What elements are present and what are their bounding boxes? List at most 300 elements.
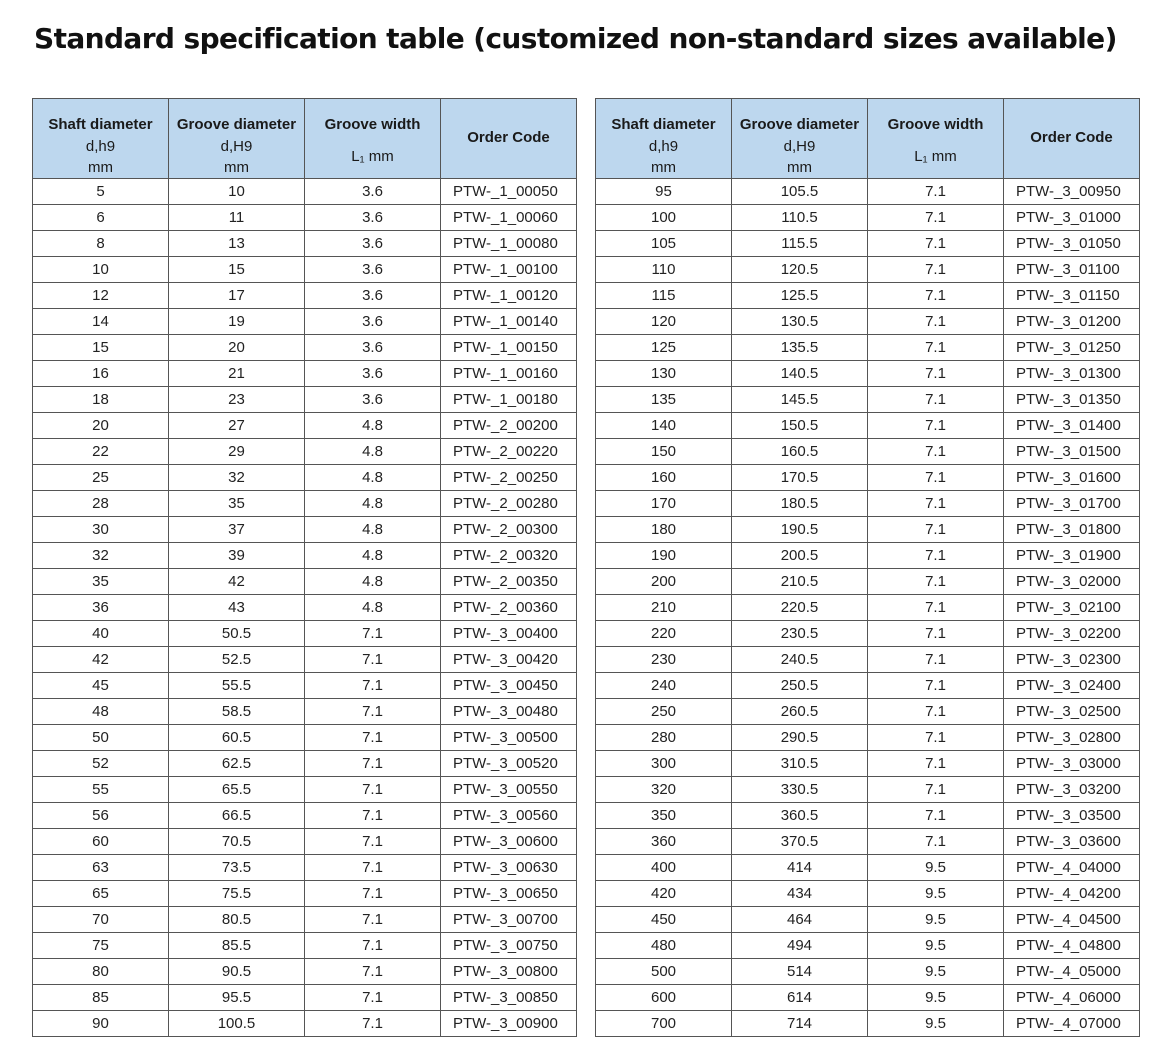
order-code-cell: PTW-_3_00650	[441, 881, 577, 907]
groove-diameter-cell: 115.5	[732, 231, 868, 257]
shaft-diameter-cell: 150	[596, 439, 732, 465]
groove-diameter-cell: 90.5	[169, 959, 305, 985]
order-code-cell: PTW-_2_00280	[441, 491, 577, 517]
groove-width-cell: 4.8	[305, 413, 441, 439]
groove-diameter-cell: 140.5	[732, 361, 868, 387]
order-code-cell: PTW-_3_03500	[1004, 803, 1140, 829]
order-code-cell: PTW-_1_00120	[441, 283, 577, 309]
groove-width-cell: 7.1	[868, 231, 1004, 257]
groove-diameter-cell: 95.5	[169, 985, 305, 1011]
groove-width-cell: 7.1	[868, 439, 1004, 465]
table-row	[596, 517, 1140, 543]
groove-diameter-cell: 714	[732, 1011, 868, 1037]
groove-width-cell: 7.1	[305, 673, 441, 699]
groove-width-cell: 9.5	[868, 855, 1004, 881]
order-code-cell: PTW-_3_00450	[441, 673, 577, 699]
groove-width-cell: 7.1	[868, 491, 1004, 517]
shaft-diameter-cell: 250	[596, 699, 732, 725]
table-row	[33, 699, 577, 725]
shaft-diameter-cell: 360	[596, 829, 732, 855]
table-row	[596, 881, 1140, 907]
table-row	[33, 179, 577, 205]
order-code-cell: PTW-_2_00320	[441, 543, 577, 569]
groove-diameter-cell: 85.5	[169, 933, 305, 959]
order-code-cell: PTW-_3_00420	[441, 647, 577, 673]
groove-diameter-cell: 125.5	[732, 283, 868, 309]
groove-diameter-header: Groove diameter	[732, 99, 868, 136]
groove-width-cell: 7.1	[868, 777, 1004, 803]
shaft-diameter-cell: 75	[33, 933, 169, 959]
order-code-cell: PTW-_3_00600	[441, 829, 577, 855]
order-code-cell: PTW-_3_02800	[1004, 725, 1140, 751]
groove-width-cell: 7.1	[868, 205, 1004, 231]
table-row	[33, 595, 577, 621]
groove-width-cell: 3.6	[305, 361, 441, 387]
groove-width-cell: 7.1	[305, 621, 441, 647]
table-row	[33, 309, 577, 335]
groove-diameter-cell: 160.5	[732, 439, 868, 465]
shaft-tolerance-label: d,h9	[85, 137, 116, 155]
shaft-diameter-cell: 240	[596, 673, 732, 699]
order-code-cell: PTW-_3_02000	[1004, 569, 1140, 595]
groove-diameter-cell: 27	[169, 413, 305, 439]
shaft-diameter-cell: 230	[596, 647, 732, 673]
shaft-diameter-cell: 28	[33, 491, 169, 517]
groove-width-cell: 7.1	[868, 595, 1004, 621]
groove-diameter-cell: 360.5	[732, 803, 868, 829]
table-row	[596, 725, 1140, 751]
table-row	[33, 985, 577, 1011]
table-row	[33, 569, 577, 595]
groove-width-cell: 7.1	[305, 881, 441, 907]
table-body	[33, 179, 577, 1037]
shaft-diameter-cell: 6	[33, 205, 169, 231]
shaft-diameter-cell: 500	[596, 959, 732, 985]
order-code-cell: PTW-_2_00300	[441, 517, 577, 543]
table-header	[33, 99, 577, 179]
groove-diameter-cell: 514	[732, 959, 868, 985]
order-code-cell: PTW-_3_02200	[1004, 621, 1140, 647]
groove-width-cell: 7.1	[868, 283, 1004, 309]
groove-diameter-cell: 100.5	[169, 1011, 305, 1037]
table-row	[33, 231, 577, 257]
groove-width-header: Groove width	[868, 99, 1004, 136]
order-code-cell: PTW-_3_01700	[1004, 491, 1140, 517]
spec-table-left	[32, 98, 577, 1037]
groove-diameter-cell: 260.5	[732, 699, 868, 725]
groove-width-cell: 7.1	[305, 751, 441, 777]
table-row	[33, 205, 577, 231]
table-row	[596, 751, 1140, 777]
groove-diameter-cell: 494	[732, 933, 868, 959]
table-row	[596, 829, 1140, 855]
order-code-cell: PTW-_3_00900	[441, 1011, 577, 1037]
groove-diameter-cell: 15	[169, 257, 305, 283]
shaft-diameter-header: Shaft diameter	[596, 99, 732, 136]
order-code-cell: PTW-_2_00360	[441, 595, 577, 621]
order-code-cell: PTW-_3_02100	[1004, 595, 1140, 621]
order-code-cell: PTW-_1_00180	[441, 387, 577, 413]
groove-diameter-cell: 130.5	[732, 309, 868, 335]
order-code-cell: PTW-_4_07000	[1004, 1011, 1140, 1037]
table-row	[596, 205, 1140, 231]
shaft-diameter-cell: 170	[596, 491, 732, 517]
groove-width-cell: 7.1	[868, 387, 1004, 413]
shaft-diameter-header: Shaft diameter	[33, 99, 169, 136]
order-code-cell: PTW-_3_01150	[1004, 283, 1140, 309]
table-row	[596, 361, 1140, 387]
table-row	[33, 517, 577, 543]
shaft-unit-label: mm	[88, 158, 113, 176]
groove-diameter-cell: 11	[169, 205, 305, 231]
spec-table-right	[595, 98, 1140, 1037]
groove-diameter-cell: 464	[732, 907, 868, 933]
order-code-cell: PTW-_3_01100	[1004, 257, 1140, 283]
groove-width-cell: 7.1	[305, 1011, 441, 1037]
groove-diameter-cell: 42	[169, 569, 305, 595]
order-code-cell: PTW-_3_00950	[1004, 179, 1140, 205]
groove-width-unit: L₁ mm	[305, 135, 441, 179]
order-code-cell: PTW-_3_00560	[441, 803, 577, 829]
shaft-diameter-cell: 56	[33, 803, 169, 829]
groove-width-cell: 3.6	[305, 205, 441, 231]
shaft-diameter-cell: 42	[33, 647, 169, 673]
groove-unit-label: mm	[224, 158, 249, 176]
groove-width-cell: 7.1	[868, 751, 1004, 777]
table-row	[596, 959, 1140, 985]
table-header	[596, 99, 1140, 179]
groove-diameter-cell: 58.5	[169, 699, 305, 725]
groove-diameter-cell: 220.5	[732, 595, 868, 621]
groove-width-unit: L₁ mm	[868, 135, 1004, 179]
shaft-diameter-cell: 48	[33, 699, 169, 725]
groove-diameter-cell: 80.5	[169, 907, 305, 933]
order-code-cell: PTW-_1_00150	[441, 335, 577, 361]
groove-diameter-cell: 66.5	[169, 803, 305, 829]
order-code-cell: PTW-_2_00220	[441, 439, 577, 465]
shaft-diameter-cell: 45	[33, 673, 169, 699]
groove-width-cell: 9.5	[868, 907, 1004, 933]
shaft-diameter-cell: 220	[596, 621, 732, 647]
order-code-cell: PTW-_4_04500	[1004, 907, 1140, 933]
table-row	[33, 959, 577, 985]
groove-width-cell: 7.1	[305, 699, 441, 725]
table-row	[33, 439, 577, 465]
groove-width-cell: 7.1	[305, 959, 441, 985]
groove-width-cell: 3.6	[305, 335, 441, 361]
groove-diameter-cell: 120.5	[732, 257, 868, 283]
order-code-cell: PTW-_1_00060	[441, 205, 577, 231]
groove-diameter-cell: 310.5	[732, 751, 868, 777]
groove-diameter-cell: 70.5	[169, 829, 305, 855]
table-row	[596, 777, 1140, 803]
groove-diameter-cell: 62.5	[169, 751, 305, 777]
order-code-cell: PTW-_3_00700	[441, 907, 577, 933]
shaft-diameter-cell: 140	[596, 413, 732, 439]
groove-width-cell: 4.8	[305, 491, 441, 517]
groove-diameter-cell: 330.5	[732, 777, 868, 803]
table-row	[596, 621, 1140, 647]
table-row	[596, 387, 1140, 413]
shaft-diameter-cell: 52	[33, 751, 169, 777]
shaft-diameter-cell: 280	[596, 725, 732, 751]
groove-width-cell: 7.1	[305, 829, 441, 855]
order-code-cell: PTW-_1_00140	[441, 309, 577, 335]
groove-width-cell: 7.1	[305, 907, 441, 933]
shaft-diameter-cell: 22	[33, 439, 169, 465]
order-code-cell: PTW-_2_00200	[441, 413, 577, 439]
table-row	[596, 283, 1140, 309]
groove-width-cell: 7.1	[305, 933, 441, 959]
groove-width-cell: 7.1	[305, 803, 441, 829]
groove-diameter-cell: 614	[732, 985, 868, 1011]
order-code-cell: PTW-_1_00100	[441, 257, 577, 283]
groove-diameter-cell: 21	[169, 361, 305, 387]
shaft-diameter-cell: 10	[33, 257, 169, 283]
groove-diameter-cell: 39	[169, 543, 305, 569]
groove-diameter-cell: 73.5	[169, 855, 305, 881]
groove-diameter-cell: 19	[169, 309, 305, 335]
table-row	[33, 335, 577, 361]
table-row	[596, 1011, 1140, 1037]
groove-width-cell: 7.1	[868, 803, 1004, 829]
groove-diameter-cell: 145.5	[732, 387, 868, 413]
order-code-cell: PTW-_3_01300	[1004, 361, 1140, 387]
shaft-diameter-cell: 600	[596, 985, 732, 1011]
order-code-cell: PTW-_3_03600	[1004, 829, 1140, 855]
table-row	[596, 907, 1140, 933]
groove-diameter-cell: 250.5	[732, 673, 868, 699]
shaft-diameter-cell: 400	[596, 855, 732, 881]
table-row	[33, 725, 577, 751]
table-row	[33, 647, 577, 673]
groove-width-cell: 7.1	[868, 309, 1004, 335]
groove-width-cell: 3.6	[305, 387, 441, 413]
shaft-diameter-cell: 30	[33, 517, 169, 543]
shaft-diameter-cell: 60	[33, 829, 169, 855]
shaft-diameter-cell: 35	[33, 569, 169, 595]
order-code-cell: PTW-_3_00850	[441, 985, 577, 1011]
groove-diameter-cell: 23	[169, 387, 305, 413]
order-code-cell: PTW-_3_01000	[1004, 205, 1140, 231]
groove-diameter-cell: 290.5	[732, 725, 868, 751]
shaft-diameter-cell: 65	[33, 881, 169, 907]
groove-width-cell: 9.5	[868, 933, 1004, 959]
groove-diameter-cell: 180.5	[732, 491, 868, 517]
table-row	[33, 907, 577, 933]
shaft-diameter-cell: 115	[596, 283, 732, 309]
groove-diameter-cell: 10	[169, 179, 305, 205]
table-row	[596, 465, 1140, 491]
order-code-header: Order Code	[441, 99, 577, 179]
shaft-diameter-cell: 15	[33, 335, 169, 361]
table-row	[33, 881, 577, 907]
groove-diameter-cell: 60.5	[169, 725, 305, 751]
shaft-diameter-cell: 130	[596, 361, 732, 387]
order-code-cell: PTW-_3_03000	[1004, 751, 1140, 777]
shaft-diameter-cell: 16	[33, 361, 169, 387]
groove-width-cell: 7.1	[868, 725, 1004, 751]
order-code-cell: PTW-_3_00550	[441, 777, 577, 803]
groove-width-cell: 7.1	[868, 257, 1004, 283]
order-code-cell: PTW-_1_00080	[441, 231, 577, 257]
groove-width-cell: 7.1	[868, 569, 1004, 595]
groove-width-cell: 3.6	[305, 283, 441, 309]
table-row	[596, 569, 1140, 595]
shaft-diameter-cell: 100	[596, 205, 732, 231]
groove-diameter-cell: 150.5	[732, 413, 868, 439]
groove-width-cell: 4.8	[305, 543, 441, 569]
groove-width-cell: 7.1	[305, 725, 441, 751]
order-code-cell: PTW-_4_05000	[1004, 959, 1140, 985]
table-row	[596, 335, 1140, 361]
groove-width-cell: 7.1	[305, 985, 441, 1011]
groove-diameter-cell: 32	[169, 465, 305, 491]
table-row	[33, 803, 577, 829]
shaft-diameter-cell: 190	[596, 543, 732, 569]
groove-diameter-cell: 52.5	[169, 647, 305, 673]
order-code-cell: PTW-_3_01250	[1004, 335, 1140, 361]
shaft-diameter-cell: 450	[596, 907, 732, 933]
groove-width-cell: 3.6	[305, 231, 441, 257]
groove-diameter-cell: 414	[732, 855, 868, 881]
shaft-diameter-cell: 95	[596, 179, 732, 205]
table-row	[596, 413, 1140, 439]
shaft-diameter-cell: 300	[596, 751, 732, 777]
groove-diameter-cell: 43	[169, 595, 305, 621]
order-code-cell: PTW-_3_01350	[1004, 387, 1140, 413]
shaft-tolerance-label: d,h9	[648, 137, 679, 155]
groove-width-cell: 9.5	[868, 959, 1004, 985]
table-row	[33, 673, 577, 699]
shaft-diameter-cell: 18	[33, 387, 169, 413]
order-code-cell: PTW-_3_02500	[1004, 699, 1140, 725]
order-code-cell: PTW-_3_02300	[1004, 647, 1140, 673]
groove-width-cell: 7.1	[868, 335, 1004, 361]
order-code-cell: PTW-_3_01050	[1004, 231, 1140, 257]
groove-diameter-cell: 13	[169, 231, 305, 257]
table-row	[33, 543, 577, 569]
order-code-cell: PTW-_4_06000	[1004, 985, 1140, 1011]
shaft-diameter-cell: 120	[596, 309, 732, 335]
order-code-cell: PTW-_3_01400	[1004, 413, 1140, 439]
groove-diameter-cell: 50.5	[169, 621, 305, 647]
order-code-cell: PTW-_3_00800	[441, 959, 577, 985]
table-row	[596, 257, 1140, 283]
groove-width-cell: 3.6	[305, 179, 441, 205]
groove-tolerance-label: d,H9	[783, 137, 816, 155]
table-row	[596, 595, 1140, 621]
shaft-unit-label: mm	[651, 158, 676, 176]
groove-diameter-cell: 35	[169, 491, 305, 517]
shaft-diameter-cell: 350	[596, 803, 732, 829]
shaft-diameter-cell: 420	[596, 881, 732, 907]
table-row	[33, 491, 577, 517]
shaft-diameter-cell: 105	[596, 231, 732, 257]
groove-width-cell: 7.1	[868, 517, 1004, 543]
shaft-diameter-cell: 110	[596, 257, 732, 283]
order-code-cell: PTW-_3_00480	[441, 699, 577, 725]
groove-diameter-cell: 434	[732, 881, 868, 907]
order-code-header: Order Code	[1004, 99, 1140, 179]
groove-unit-label: mm	[787, 158, 812, 176]
order-code-cell: PTW-_1_00160	[441, 361, 577, 387]
order-code-cell: PTW-_3_01900	[1004, 543, 1140, 569]
shaft-diameter-cell: 12	[33, 283, 169, 309]
order-code-cell: PTW-_3_01200	[1004, 309, 1140, 335]
groove-width-cell: 7.1	[868, 673, 1004, 699]
groove-diameter-cell: 135.5	[732, 335, 868, 361]
groove-width-cell: 7.1	[868, 647, 1004, 673]
groove-width-cell: 7.1	[868, 361, 1004, 387]
table-row	[33, 465, 577, 491]
groove-width-cell: 7.1	[305, 647, 441, 673]
shaft-diameter-cell: 40	[33, 621, 169, 647]
shaft-diameter-cell: 14	[33, 309, 169, 335]
groove-diameter-cell: 105.5	[732, 179, 868, 205]
shaft-diameter-cell: 25	[33, 465, 169, 491]
table-row	[596, 179, 1140, 205]
shaft-diameter-unit	[33, 135, 169, 179]
groove-width-cell: 3.6	[305, 309, 441, 335]
table-row	[33, 387, 577, 413]
groove-width-cell: 9.5	[868, 881, 1004, 907]
order-code-cell: PTW-_4_04000	[1004, 855, 1140, 881]
shaft-diameter-cell: 63	[33, 855, 169, 881]
table-row	[596, 491, 1140, 517]
groove-width-cell: 4.8	[305, 517, 441, 543]
order-code-cell: PTW-_3_00520	[441, 751, 577, 777]
order-code-cell: PTW-_3_00750	[441, 933, 577, 959]
shaft-diameter-cell: 210	[596, 595, 732, 621]
groove-diameter-cell: 75.5	[169, 881, 305, 907]
page-title: Standard specification table (customized non-standard sizes available)	[34, 22, 1117, 55]
table-row	[596, 309, 1140, 335]
shaft-diameter-cell: 90	[33, 1011, 169, 1037]
table-row	[33, 751, 577, 777]
groove-diameter-cell: 65.5	[169, 777, 305, 803]
table-row	[596, 543, 1140, 569]
order-code-cell: PTW-_3_01500	[1004, 439, 1140, 465]
order-code-cell: PTW-_2_00350	[441, 569, 577, 595]
groove-tolerance-label: d,H9	[220, 137, 253, 155]
order-code-cell: PTW-_3_00400	[441, 621, 577, 647]
shaft-diameter-cell: 8	[33, 231, 169, 257]
table-row	[33, 777, 577, 803]
groove-diameter-cell: 240.5	[732, 647, 868, 673]
table-row	[33, 257, 577, 283]
shaft-diameter-cell: 55	[33, 777, 169, 803]
shaft-diameter-cell: 85	[33, 985, 169, 1011]
table-row	[596, 699, 1140, 725]
groove-width-cell: 7.1	[305, 777, 441, 803]
table-row	[596, 231, 1140, 257]
groove-width-cell: 4.8	[305, 439, 441, 465]
shaft-diameter-cell: 36	[33, 595, 169, 621]
shaft-diameter-unit	[596, 135, 732, 179]
groove-width-cell: 4.8	[305, 595, 441, 621]
table-row	[596, 647, 1140, 673]
table-body	[596, 179, 1140, 1037]
shaft-diameter-cell: 320	[596, 777, 732, 803]
shaft-diameter-cell: 80	[33, 959, 169, 985]
shaft-diameter-cell: 20	[33, 413, 169, 439]
groove-width-cell: 7.1	[868, 179, 1004, 205]
shaft-diameter-cell: 32	[33, 543, 169, 569]
table-row	[596, 439, 1140, 465]
table-row	[596, 673, 1140, 699]
order-code-cell: PTW-_3_00630	[441, 855, 577, 881]
